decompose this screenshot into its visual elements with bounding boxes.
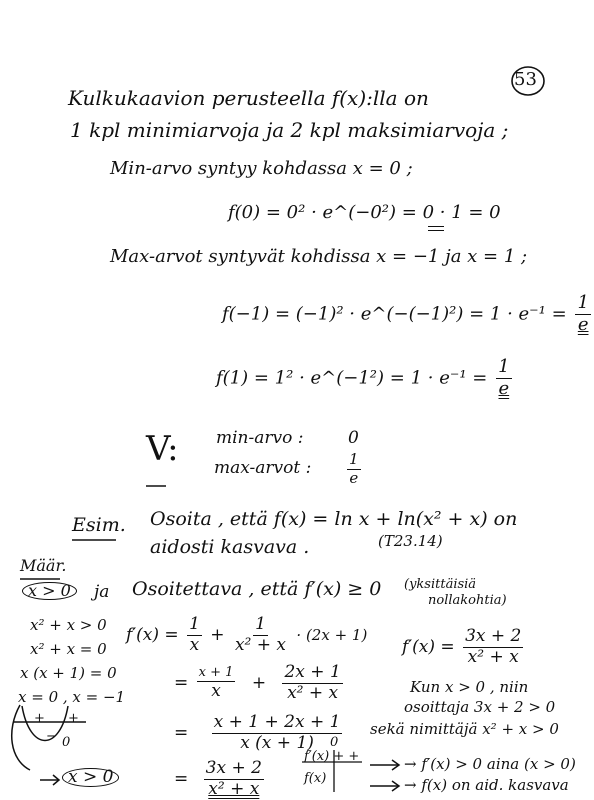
eq-sign-3: = [174,722,189,743]
step-4-numerator: 3x + 2 [205,758,262,778]
answer-max-label: max-arvot : [214,458,312,478]
derivative-line-4 [174,760,267,799]
summary-result-2: → f(x) on aid. kasvava [404,776,569,794]
summary-denominator: x² + x [467,646,519,667]
term-2-factor: · (2x + 1) [296,625,368,644]
max-equation-1-fraction [575,294,590,335]
min-equation-text: f(0) = 0² · e^(−0²) = 0 · 1 = 0 [228,202,501,223]
term-2-denominator: x² + x [234,634,286,655]
min-result-underline-a [428,226,444,227]
answer-max-fraction [347,452,361,487]
step-4-denominator: x² + x [208,778,260,799]
term-1-fraction [187,616,202,655]
summary-derivative [402,628,526,667]
term-1-numerator: 1 [189,614,200,634]
sketch-minus: − [46,729,57,744]
domain-condition [22,582,77,600]
max-sentence: Max-arvot syntyvät kohdissa x = −1 ja x = 1 ; [110,246,528,267]
max-equation-2-text: f(1) = 1² · e^(−1²) = 1 · e⁻¹ = [216,367,488,389]
domain-final [62,768,119,787]
domain-title: Määr. [20,556,67,575]
proof-ja: ja [94,582,110,602]
answer-min-value: 0 [348,428,359,448]
plus-sign-2: + [251,672,267,693]
step-2b-numerator: 2x + 1 [284,662,341,682]
page-number: 53 [514,69,537,90]
sign-chart-zero: 0 [330,735,339,750]
proof-goal-note-1: (yksittäisiä [404,577,477,592]
summary-osoittaja: osoittaja 3x + 2 > 0 [404,698,556,716]
step-3-denominator: x (x + 1) [240,732,314,753]
sign-chart-row-1: f′(x) + + [304,749,360,764]
derivative-line-3 [174,714,345,753]
domain-final-circle: x > 0 [62,768,119,787]
answer-mark: V: [146,429,179,469]
max-eq1-numerator: 1 [577,292,589,313]
max-eq2-denominator: e [498,377,510,399]
max-equation-2 [216,358,515,399]
max-eq1-denominator: e [577,313,589,335]
sketch-zero: 0 [62,735,71,750]
answer-max-numerator: 1 [349,450,359,468]
summary-seka: sekä nimittäjä x² + x > 0 [370,720,559,738]
term-2-fraction [233,616,288,655]
derivative-line-2 [174,664,346,703]
plus-sign-1: + [210,624,225,645]
term-2-numerator: 1 [255,614,266,634]
proof-goal-note-2: nollakohtia) [428,593,507,608]
step-3-fraction [212,714,343,753]
step-2b-fraction [282,664,342,703]
example-heading: Esim. [72,514,126,536]
intro-line-1: Kulkukaavion perusteella f(x):lla on [68,86,429,110]
min-result-underline-b [428,230,444,231]
step-2b-denominator: x² + x [287,682,339,703]
term-1-denominator: x [189,634,200,655]
sketch-plus-right: + [68,711,79,726]
summary-fraction [463,628,523,667]
eq-sign-2: = [174,672,189,693]
domain-eq-2: x² + x = 0 [30,640,107,658]
step-2-denominator: x [211,680,221,701]
domain-eq-4: x = 0 , x = −1 [18,688,126,706]
derivative-lhs: f′(x) = [126,624,179,645]
step-3-numerator: x + 1 + 2x + 1 [213,712,341,732]
domain-condition-circle: x > 0 [22,582,77,600]
eq-sign-4: = [174,768,189,789]
example-task-line-2: aidosti kasvava . [150,536,310,558]
domain-eq-3: x (x + 1) = 0 [20,664,117,682]
proof-goal: Osoitettava , että f′(x) ≥ 0 [132,578,382,600]
answer-max-denominator: e [349,468,359,487]
example-reference: (T23.14) [378,532,443,550]
step-2-fraction [197,666,236,700]
step-4-fraction [204,760,264,799]
summary-result-1: → f′(x) > 0 aina (x > 0) [404,755,576,773]
sign-chart-row-2: f(x) [304,771,327,786]
step-2-numerator: x + 1 [198,665,234,681]
domain-eq-1: x² + x > 0 [30,616,107,634]
derivative-line-1 [126,616,367,655]
example-task-line-1: Osoita , että f(x) = ln x + ln(x² + x) on [150,508,518,530]
max-equation-1 [222,294,594,335]
intro-line-2: 1 kpl minimiarvoja ja 2 kpl maksimiarvoja ; [70,118,509,142]
min-equation [228,204,501,222]
max-equation-2-fraction [496,358,511,399]
summary-numerator: 3x + 2 [465,626,522,646]
answer-max-value [344,452,364,487]
sketch-plus-left: + [34,711,45,726]
summary-fprime: f′(x) = [402,636,455,657]
answer-min-label: min-arvo : [216,428,304,448]
max-equation-1-text: f(−1) = (−1)² · e^(−(−1)²) = 1 · e⁻¹ = [222,303,567,325]
max-eq2-numerator: 1 [498,356,510,377]
min-sentence: Min-arvo syntyy kohdassa x = 0 ; [110,158,413,179]
summary-kun: Kun x > 0 , niin [410,678,529,696]
